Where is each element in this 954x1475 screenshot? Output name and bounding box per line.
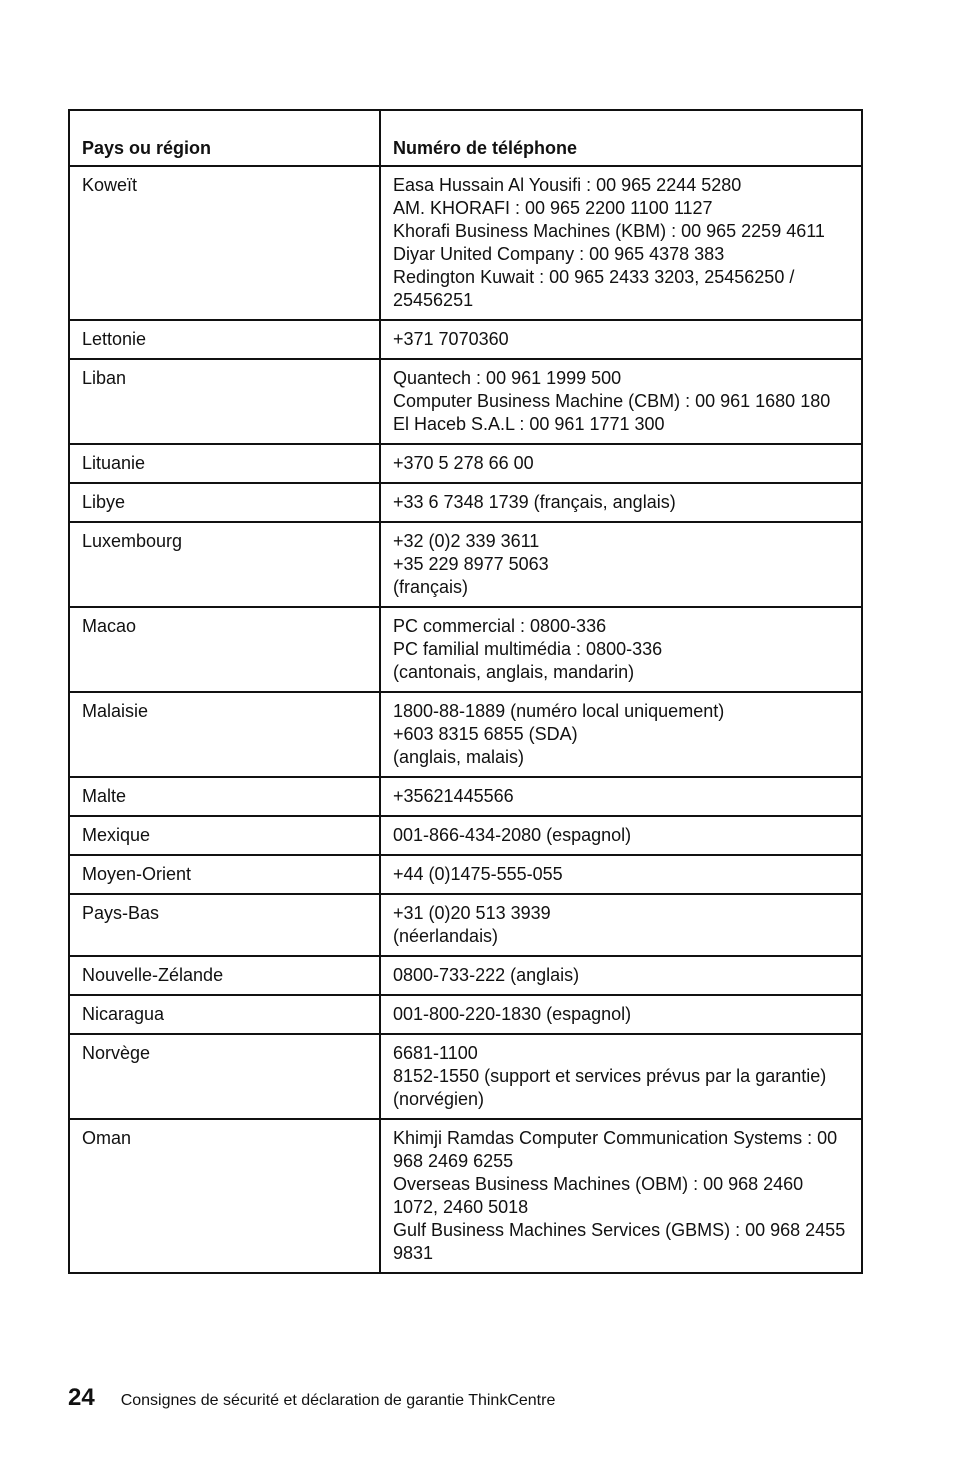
phone-cell: [380, 894, 862, 956]
country-cell: Luxembourg: [69, 522, 380, 607]
phone-cell: [380, 855, 862, 894]
phone-line: +33 6 7348 1739 (français, anglais): [393, 492, 676, 512]
phone-cell: [380, 483, 862, 522]
phone-line: Quantech : 00 961 1999 500: [393, 368, 622, 388]
phone-line: +44 (0)1475-555-055: [393, 864, 563, 884]
phone-line: Khimji Ramdas Computer Communication Systems : 00 968 2469 6255: [393, 1128, 838, 1171]
country-cell: Koweït: [69, 166, 380, 320]
phone-line: 001-800-220-1830 (espagnol): [393, 1004, 632, 1024]
phone-cell: [380, 522, 862, 607]
phone-line: 6681-1100: [393, 1043, 478, 1063]
country-cell: Macao: [69, 607, 380, 692]
column-header-phone: Numéro de téléphone: [380, 110, 862, 166]
phone-directory-table: [68, 109, 863, 1274]
table-row: [69, 359, 862, 444]
table-row: [69, 894, 862, 956]
country-cell: Mexique: [69, 816, 380, 855]
phone-cell: [380, 1034, 862, 1119]
phone-cell: [380, 995, 862, 1034]
phone-line: Easa Hussain Al Yousifi : 00 965 2244 5280: [393, 175, 742, 195]
phone-cell: [380, 166, 862, 320]
phone-line: 1800-88-1889 (numéro local uniquement): [393, 701, 725, 721]
phone-cell: [380, 320, 862, 359]
phone-cell: [380, 777, 862, 816]
country-cell: Norvège: [69, 1034, 380, 1119]
phone-line: +31 (0)20 513 3939: [393, 903, 551, 923]
country-cell: Oman: [69, 1119, 380, 1273]
phone-line: 8152-1550 (support et services prévus par la garantie): [393, 1066, 827, 1086]
phone-line: PC commercial : 0800-336: [393, 616, 607, 636]
phone-line: (anglais, malais): [393, 747, 525, 767]
column-header-country: Pays ou région: [69, 110, 380, 166]
phone-line: Khorafi Business Machines (KBM) : 00 965 2259 4611: [393, 221, 825, 241]
phone-line: +32 (0)2 339 3611: [393, 531, 540, 551]
phone-cell: [380, 956, 862, 995]
country-cell: Liban: [69, 359, 380, 444]
phone-line: (néerlandais): [393, 926, 499, 946]
footer-title: Consignes de sécurité et déclaration de garantie ThinkCentre: [120, 1392, 556, 1409]
table-row: [69, 855, 862, 894]
phone-line: AM. KHORAFI : 00 965 2200 1100 1127: [393, 198, 713, 218]
phone-line: Redington Kuwait : 00 965 2433 3203, 25456250 / 25456251: [393, 267, 795, 310]
country-cell: Malaisie: [69, 692, 380, 777]
table-row: [69, 522, 862, 607]
table-row: [69, 166, 862, 320]
phone-cell: [380, 359, 862, 444]
phone-cell: [380, 816, 862, 855]
phone-line: +371 7070360: [393, 329, 509, 349]
table-row: [69, 320, 862, 359]
table-row: [69, 816, 862, 855]
phone-directory-table-container: [68, 109, 861, 1274]
table-row: [69, 777, 862, 816]
phone-line: Gulf Business Machines Services (GBMS) : 00 968 2455 9831: [393, 1220, 846, 1263]
country-cell: Moyen-Orient: [69, 855, 380, 894]
table-row: [69, 483, 862, 522]
page-number: 24: [68, 1384, 95, 1411]
page-footer: [68, 1384, 555, 1414]
phone-line: (cantonais, anglais, mandarin): [393, 662, 635, 682]
phone-line: +603 8315 6855 (SDA): [393, 724, 578, 744]
phone-line: Diyar United Company : 00 965 4378 383: [393, 244, 725, 264]
table-row: [69, 1119, 862, 1273]
phone-line: +35 229 8977 5063: [393, 554, 549, 574]
country-cell: Lettonie: [69, 320, 380, 359]
phone-line: (norvégien): [393, 1089, 485, 1109]
country-cell: Libye: [69, 483, 380, 522]
phone-cell: [380, 1119, 862, 1273]
table-row: [69, 692, 862, 777]
country-cell: Nicaragua: [69, 995, 380, 1034]
country-cell: Nouvelle-Zélande: [69, 956, 380, 995]
phone-line: (français): [393, 577, 469, 597]
phone-cell: [380, 607, 862, 692]
phone-line: +35621445566: [393, 786, 514, 806]
table-row: [69, 607, 862, 692]
country-cell: Pays-Bas: [69, 894, 380, 956]
table-row: [69, 1034, 862, 1119]
phone-cell: [380, 444, 862, 483]
phone-cell: [380, 692, 862, 777]
phone-line: El Haceb S.A.L : 00 961 1771 300: [393, 414, 665, 434]
table-row: [69, 995, 862, 1034]
phone-line: Overseas Business Machines (OBM) : 00 968 2460 1072, 2460 5018: [393, 1174, 804, 1217]
table-header-row: [69, 110, 862, 166]
table-row: [69, 444, 862, 483]
country-cell: Malte: [69, 777, 380, 816]
table-row: [69, 956, 862, 995]
phone-line: +370 5 278 66 00: [393, 453, 534, 473]
country-cell: Lituanie: [69, 444, 380, 483]
phone-line: PC familial multimédia : 0800-336: [393, 639, 663, 659]
phone-line: Computer Business Machine (CBM) : 00 961 1680 180: [393, 391, 831, 411]
phone-line: 001-866-434-2080 (espagnol): [393, 825, 632, 845]
phone-line: 0800-733-222 (anglais): [393, 965, 580, 985]
table-body: [69, 166, 862, 1273]
